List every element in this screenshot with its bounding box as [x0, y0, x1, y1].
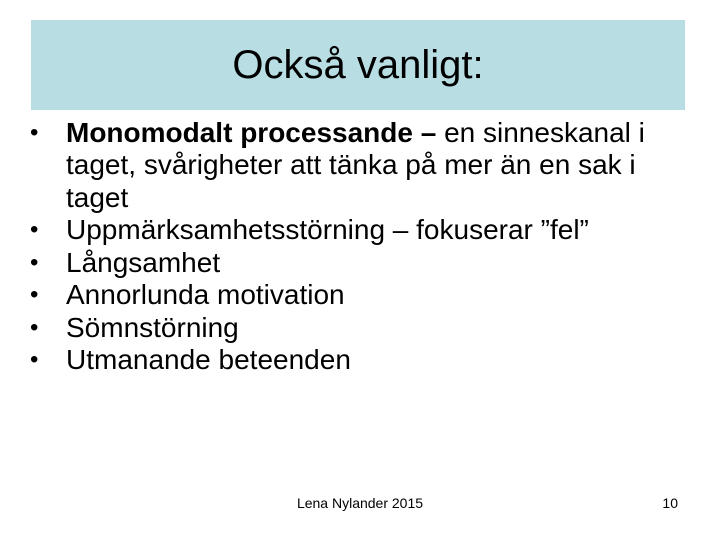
bullet-item	[30, 312, 700, 344]
bullet-item	[30, 214, 700, 246]
bullet-marker: •	[30, 346, 39, 374]
slide-title: Också vanligt:	[232, 43, 484, 87]
footer-author: Lena Nylander 2015	[296, 495, 424, 511]
bullet-text: Utmanande beteenden	[66, 344, 351, 376]
title-banner	[31, 20, 685, 110]
bullet-marker: •	[30, 216, 39, 244]
bullet-text: Uppmärksamhetsstörning – fokuserar ”fel”	[66, 214, 589, 246]
bullet-text: Annorlunda motivation	[66, 279, 345, 311]
bullet-marker: •	[30, 119, 39, 146]
bullet-bold-text: Monomodalt processande –	[66, 117, 445, 148]
bullet-item	[30, 247, 700, 279]
bullet-item	[30, 279, 700, 311]
bullet-item	[30, 344, 700, 376]
bullet-text: Sömnstörning	[66, 311, 239, 343]
bullet-marker: •	[30, 313, 39, 341]
page-number: 10	[662, 495, 678, 511]
bullet-text: Långsamhet	[66, 246, 221, 278]
bullet-list	[30, 117, 700, 377]
bullet-text: en sinneskanal i taget, svårigheter att tänka på mer än en sak i taget	[66, 117, 645, 213]
bullet-item	[30, 117, 700, 214]
bullet-marker: •	[30, 248, 39, 276]
bullet-marker: •	[30, 281, 39, 309]
